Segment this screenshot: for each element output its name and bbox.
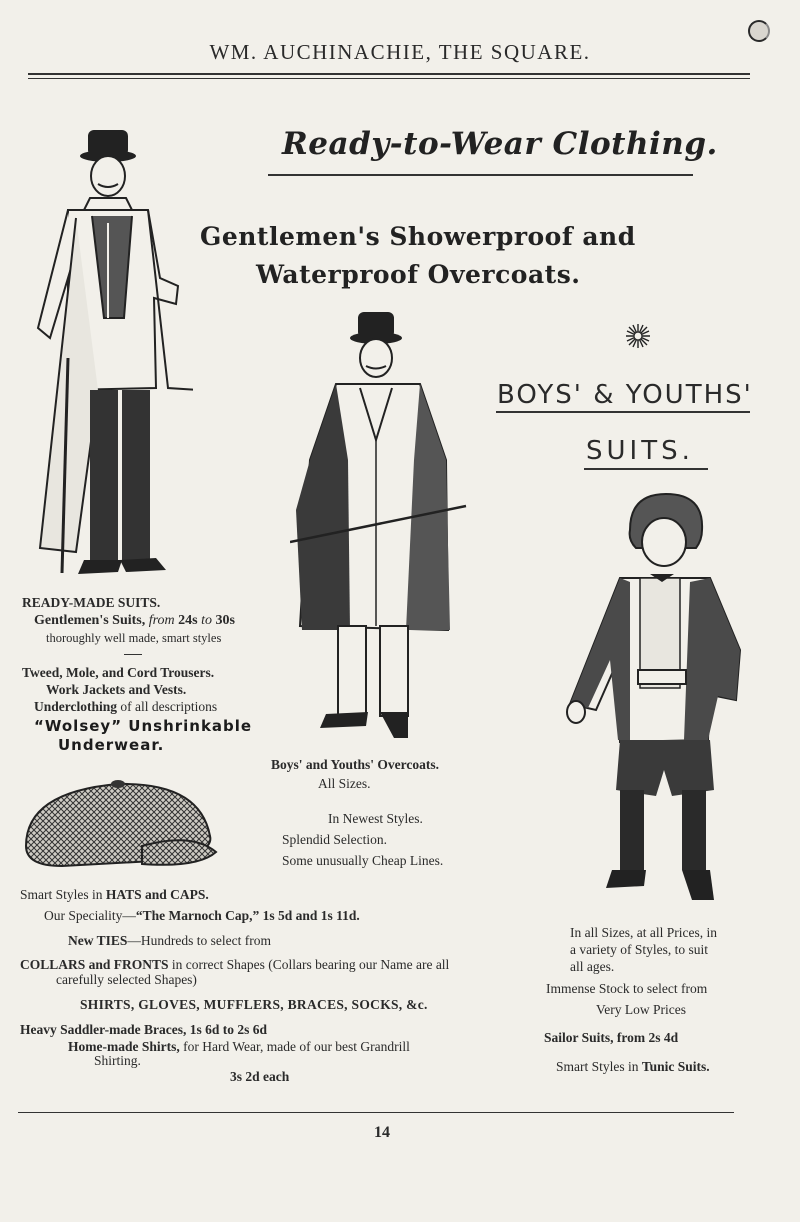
punch-hole — [748, 20, 770, 42]
tunic-suits-line — [556, 1058, 710, 1075]
overcoats-heading-line2: Waterproof Overcoats. — [256, 260, 581, 289]
speciality-prefix: Our Speciality— — [44, 908, 136, 923]
hats-label: HATS and CAPS. — [105, 887, 209, 902]
left-dash — [124, 654, 142, 655]
marnoch-cap: “The Marnoch Cap,” 1s 5d and 1s 11d. — [135, 908, 360, 923]
speciality-line — [44, 907, 360, 924]
home-shirts-label: Home-made Shirts, — [68, 1039, 180, 1054]
right-stock-1: Immense Stock to select from — [546, 981, 708, 996]
ready-made-suits: READY-MADE SUITS. — [22, 595, 161, 610]
underclothing-line — [34, 698, 217, 715]
collars-label: COLLARS and FRONTS — [20, 957, 169, 972]
tweed-cap-illustration — [22, 776, 218, 872]
page-header: WM. AUCHINACHIE, THE SQUARE. — [209, 40, 591, 64]
gents-suits-sub: thoroughly well made, smart styles — [46, 631, 222, 645]
header-rule-top — [28, 73, 750, 75]
overcoats-heading-line1: Gentlemen's Showerproof and — [200, 222, 636, 251]
collars-line2: carefully selected Shapes) — [56, 972, 197, 987]
all-sizes: All Sizes. — [318, 776, 371, 791]
shirts-price: 3s 2d each — [230, 1069, 290, 1084]
underclothing-label: Underclothing — [34, 699, 118, 714]
gents-suits-low: 24s — [174, 613, 202, 628]
boys-heading-line1: BOYS' & YOUTHS' — [497, 380, 753, 410]
right-sizes-3: all ages. — [570, 959, 615, 974]
underclothing-desc: of all descriptions — [117, 699, 218, 714]
gents-suits-label: Gentlemen's Suits, — [34, 613, 149, 628]
collars-desc: in correct Shapes (Collars bearing our Name are all — [168, 957, 450, 972]
banner-title: Ready-to-Wear Clothing. — [282, 126, 718, 162]
ties-desc: —Hundreds to select from — [127, 933, 271, 948]
overcoat-man-illustration — [290, 310, 470, 740]
boys-heading-rule — [496, 411, 750, 413]
trousers-line: Tweed, Mole, and Cord Trousers. — [22, 665, 215, 680]
ties-line — [68, 932, 271, 949]
page-number: 14 — [374, 1124, 390, 1141]
splendid-selection: Splendid Selection. — [282, 832, 387, 847]
banner-underline — [268, 174, 693, 176]
gents-suits-high: 30s — [212, 613, 235, 628]
sailor-suits-line — [544, 1029, 678, 1046]
cheap-lines: Some unusually Cheap Lines. — [282, 853, 444, 868]
suits-underline — [584, 468, 708, 470]
wolsey-line2: Underwear. — [58, 736, 165, 754]
home-shirts-desc: for Hard Wear, made of our best Grandrill — [179, 1039, 410, 1054]
ties-label: New TIES — [68, 933, 128, 948]
boys-heading-line2: SUITS. — [586, 436, 694, 466]
gents-suits-to: to — [201, 613, 213, 628]
boy-suit-illustration — [560, 490, 750, 908]
right-sizes-2: a variety of Styles, to suit — [570, 942, 708, 957]
hats-line — [20, 886, 209, 903]
footer-rule — [18, 1112, 734, 1113]
tunic-prefix: Smart Styles in — [556, 1059, 642, 1074]
newest-styles: In Newest Styles. — [328, 811, 423, 826]
gents-suits-from: from — [148, 613, 175, 628]
shirts-line: SHIRTS, GLOVES, MUFFLERS, BRACES, SOCKS, &c. — [80, 997, 428, 1012]
header-rule-bottom — [28, 78, 750, 79]
sailor-label: Sailor Suits, — [544, 1030, 614, 1045]
wolsey-line1: “Wolsey” Unshrinkable — [34, 717, 253, 735]
jackets-line: Work Jackets and Vests. — [46, 682, 187, 697]
right-stock-2: Very Low Prices — [596, 1002, 686, 1017]
gents-suits-line — [34, 612, 235, 629]
braces-line: Heavy Saddler-made Braces, 1s 6d to 2s 6d — [20, 1022, 267, 1037]
boys-overcoats-title: Boys' and Youths' Overcoats. — [271, 757, 440, 772]
gentleman-illustration — [28, 128, 193, 580]
shirting-line: Shirting. — [94, 1053, 141, 1068]
sailor-price: from 2s 4d — [613, 1030, 679, 1045]
tunic-label: Tunic Suits. — [641, 1059, 710, 1074]
sunburst-ornament-icon — [624, 322, 652, 350]
right-sizes-1: In all Sizes, at all Prices, in — [570, 925, 717, 940]
hats-prefix: Smart Styles in — [20, 887, 106, 902]
